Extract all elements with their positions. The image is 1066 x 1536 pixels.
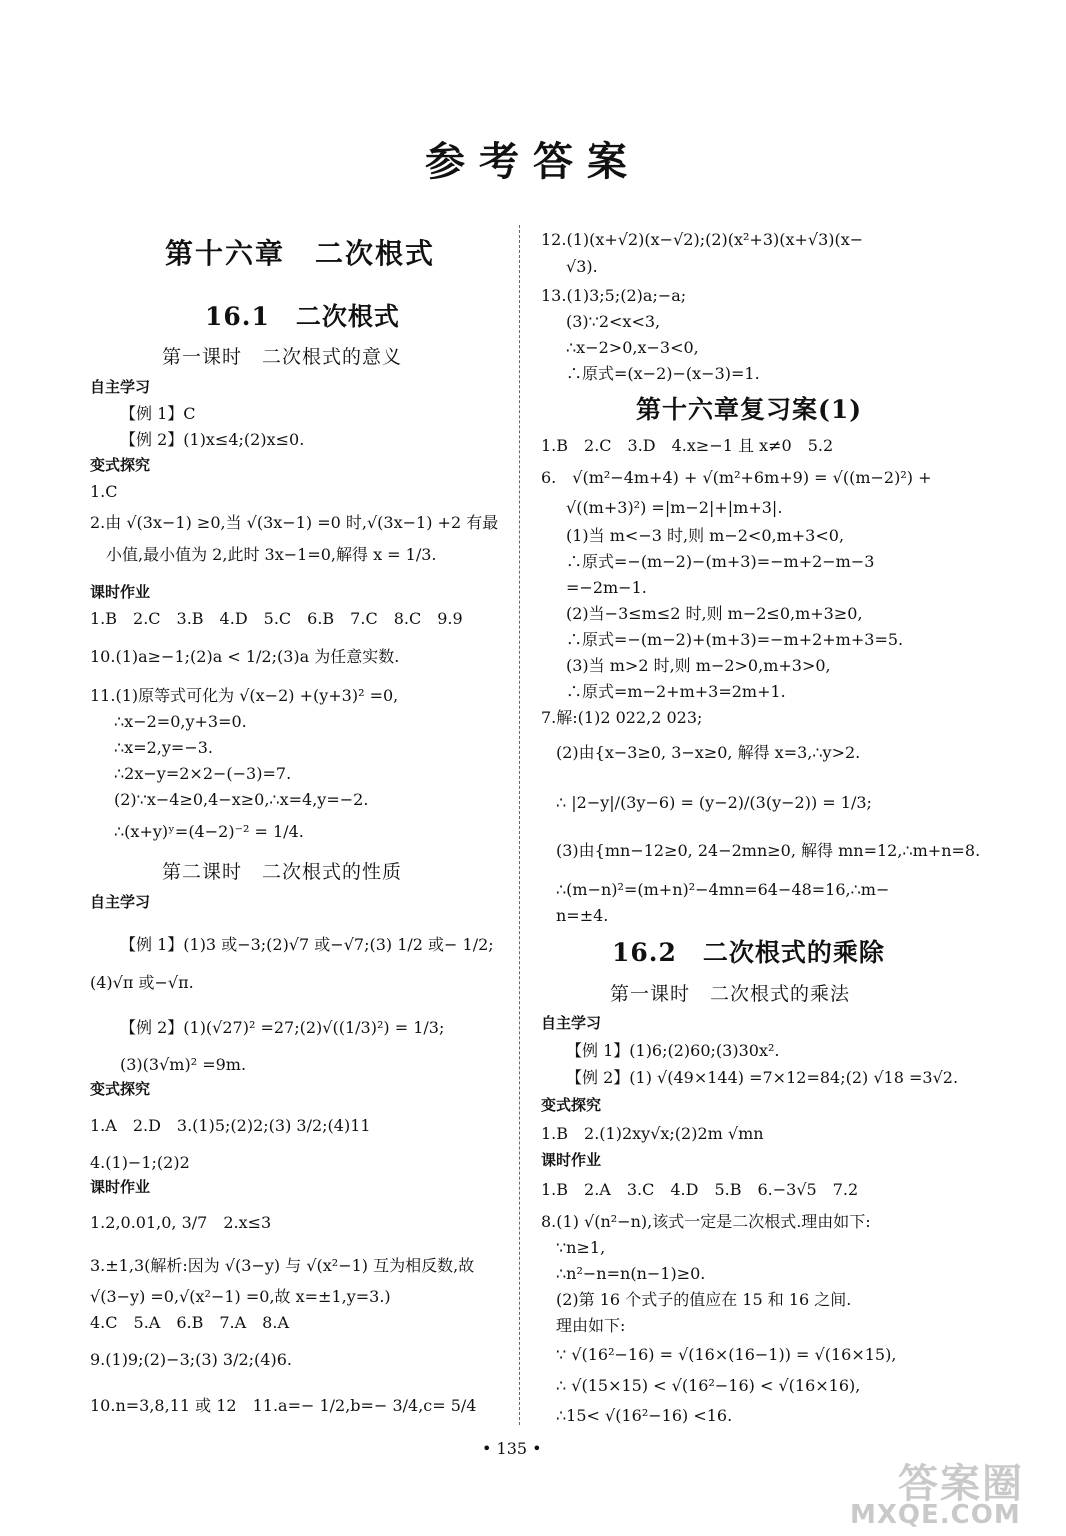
answer-line: 1.B 2.(1)2xy√x;(2)2m √mn [541, 1124, 764, 1143]
answer-line: 1.B 2.C 3.D 4.x≥−1 且 x≠0 5.2 [541, 436, 834, 455]
answer-line: ∴(x+y)ʸ=(4−2)⁻² = 1/4. [114, 822, 304, 841]
answer-line: ∴2x−y=2×2−(−3)=7. [114, 764, 292, 783]
answer-line: (3)当 m>2 时,则 m−2>0,m+3>0, [566, 656, 831, 675]
answer-line: 4.(1)−1;(2)2 [90, 1153, 190, 1172]
answer-line: 小值,最小值为 2,此时 3x−1=0,解得 x = 1/3. [106, 545, 437, 564]
answer-line: 6. √(m²−4m+4) + √(m²+6m+9) = √((m−2)²) + [541, 468, 932, 487]
answer-line: n=±4. [556, 906, 609, 925]
answer-line: (1)当 m<−3 时,则 m−2<0,m+3<0, [566, 526, 845, 545]
answer-line: (3)(3√m)² =9m. [120, 1055, 247, 1074]
page-number: • 135 • [482, 1439, 542, 1458]
answer-line: (2)∵x−4≥0,4−x≥0,∴x=4,y=−2. [114, 790, 369, 809]
answer-line: 【例 1】C [120, 404, 196, 423]
answer-line: 1.A 2.D 3.(1)5;(2)2;(3) 3/2;(4)11 [90, 1116, 371, 1135]
answer-line: ∴原式=−(m−2)+(m+3)=−m+2+m+3=5. [566, 630, 904, 649]
section-label: 课时作业 [541, 1151, 602, 1169]
answer-line: 【例 1】(1)6;(2)60;(3)30x². [566, 1041, 780, 1060]
watermark-url: MXQE.COM [850, 1500, 1021, 1530]
answer-line: 2.由 √(3x−1) ≥0,当 √(3x−1) =0 时,√(3x−1) +2 有最 [90, 513, 499, 532]
answer-line: 理由如下: [556, 1316, 626, 1335]
watermark-logo: 答案圈 [898, 1461, 1024, 1507]
answer-line: ∴x=2,y=−3. [114, 738, 213, 757]
answer-line: 10.(1)a≥−1;(2)a < 1/2;(3)a 为任意实数. [90, 647, 400, 666]
answer-line: ∴ √(15×15) < √(16²−16) < √(16×16), [556, 1376, 861, 1395]
answer-line: ∴15< √(16²−16) <16. [556, 1406, 733, 1425]
answer-line: 1.B 2.C 3.B 4.D 5.C 6.B 7.C 8.C 9.9 [90, 609, 463, 628]
answer-line: 【例 2】(1)x≤4;(2)x≤0. [120, 430, 305, 449]
answer-line: ∴原式=(x−2)−(x−3)=1. [566, 364, 760, 383]
answer-line: (3)由{mn−12≥0, 24−2mn≥0, 解得 mn=12,∴m+n=8. [556, 841, 981, 860]
answer-line: ∴原式=m−2+m+3=2m+1. [566, 682, 786, 701]
section-title: 16.2 二次根式的乘除 [612, 938, 885, 967]
answer-line: (3)∵2<x<3, [566, 312, 661, 331]
answer-line: 1.B 2.A 3.C 4.D 5.B 6.−3√5 7.2 [541, 1180, 859, 1199]
answer-line: 8.(1) √(n²−n),该式一定是二次根式.理由如下: [541, 1212, 871, 1231]
answer-line: √3). [566, 257, 598, 276]
answer-line: (2)当−3≤m≤2 时,则 m−2≤0,m+3≥0, [566, 604, 863, 623]
answer-line: ∴原式=−(m−2)−(m+3)=−m+2−m−3 [566, 552, 875, 571]
answer-line: =−2m−1. [566, 578, 647, 597]
section-title: 16.1 二次根式 [205, 302, 400, 331]
answer-line: 【例 1】(1)3 或−3;(2)√7 或−√7;(3) 1/2 或− 1/2; [120, 935, 494, 954]
lesson-title: 第一课时 二次根式的意义 [162, 346, 403, 368]
answer-line: 4.C 5.A 6.B 7.A 8.A [90, 1313, 289, 1332]
answer-line: ∴ |2−y|/(3y−6) = (y−2)/(3(y−2)) = 1/3; [556, 793, 872, 812]
section-label: 自主学习 [541, 1014, 602, 1032]
answer-line: 10.n=3,8,11 或 12 11.a=− 1/2,b=− 3/4,c= 5/4 [90, 1396, 477, 1415]
answer-line: (2)由{x−3≥0, 3−x≥0, 解得 x=3,∴y>2. [556, 743, 861, 762]
section-label: 课时作业 [90, 583, 151, 601]
review-title: 第十六章复习案(1) [636, 395, 863, 424]
answer-line: ∴x−2>0,x−3<0, [566, 338, 699, 357]
answer-line: 13.(1)3;5;(2)a;−a; [541, 286, 687, 305]
answer-line: 【例 2】(1) √(49×144) =7×12=84;(2) √18 =3√2. [566, 1068, 959, 1087]
section-label: 变式探究 [90, 1080, 151, 1098]
lesson-title: 第一课时 二次根式的乘法 [610, 983, 851, 1005]
page-title: 参考答案 [425, 138, 641, 185]
section-label: 变式探究 [90, 456, 151, 474]
answer-line: 3.±1,3(解析:因为 √(3−y) 与 √(x²−1) 互为相反数,故 [90, 1256, 475, 1275]
section-label: 自主学习 [90, 893, 151, 911]
lesson-title: 第二课时 二次根式的性质 [162, 861, 403, 883]
answer-line: ∴(m−n)²=(m+n)²−4mn=64−48=16,∴m− [556, 880, 890, 899]
answer-line: 【例 2】(1)(√27)² =27;(2)√((1/3)²) = 1/3; [120, 1018, 445, 1037]
section-label: 课时作业 [90, 1178, 151, 1196]
answer-line: ∴x−2=0,y+3=0. [114, 712, 247, 731]
answer-line: √(3−y) =0,√(x²−1) =0,故 x=±1,y=3.) [90, 1287, 391, 1306]
answer-line: 1.C [90, 482, 118, 501]
answer-line: 12.(1)(x+√2)(x−√2);(2)(x²+3)(x+√3)(x− [541, 230, 864, 249]
answer-line: ∴n²−n=n(n−1)≥0. [556, 1264, 706, 1283]
column-divider [519, 225, 520, 1425]
answer-line: 9.(1)9;(2)−3;(3) 3/2;(4)6. [90, 1350, 292, 1369]
section-label: 自主学习 [90, 378, 151, 396]
answer-line: ∵ √(16²−16) = √(16×(16−1)) = √(16×15), [556, 1345, 897, 1364]
answer-line: (4)√π 或−√π. [90, 973, 194, 992]
answer-line: 11.(1)原等式可化为 √(x−2) +(y+3)² =0, [90, 686, 399, 705]
chapter-title: 第十六章 二次根式 [165, 237, 436, 270]
answer-line: 1.2,0.01,0, 3/7 2.x≤3 [90, 1213, 272, 1232]
answer-line: (2)第 16 个式子的值应在 15 和 16 之间. [556, 1290, 852, 1309]
answer-line: ∵n≥1, [556, 1238, 606, 1257]
answer-line: 7.解:(1)2 022,2 023; [541, 708, 703, 727]
section-label: 变式探究 [541, 1096, 602, 1114]
answer-line: √((m+3)²) =|m−2|+|m+3|. [566, 498, 783, 517]
